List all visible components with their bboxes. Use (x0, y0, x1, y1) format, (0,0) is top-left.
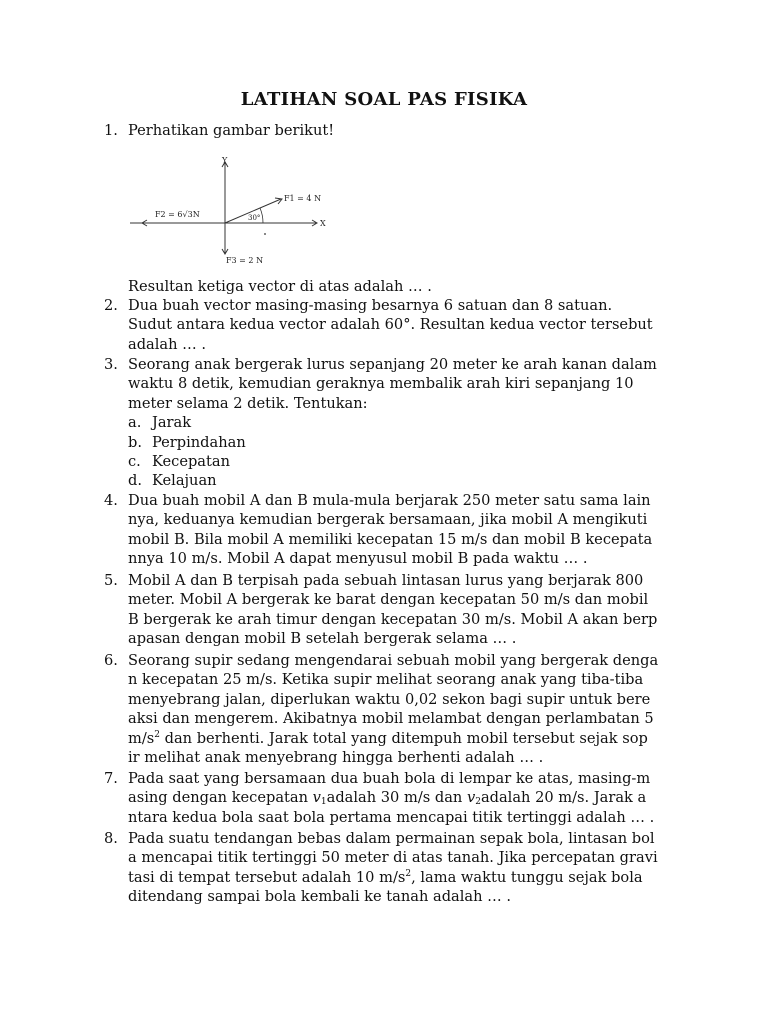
question-line: Dua buah mobil A dan B mula-mula berjarak 250 meter satu sama lain (128, 492, 651, 509)
sub-text: Perpindahan (152, 433, 246, 451)
sub-item-b (128, 433, 684, 452)
line-text: dan berhenti. Jarak total yang ditempuh mobil tersebut sejak sop (159, 729, 648, 747)
f1-label: F1 = 4 N (284, 194, 322, 203)
sub-item-a (128, 413, 684, 432)
question-line: mobil B. Bila mobil A memiliki kecepatan 15 m/s dan mobil B kecepata (128, 530, 653, 548)
question-3 (104, 355, 684, 491)
question-number: 8. (104, 830, 118, 847)
question-line: Dua buah vector masing-masing besarnya 6 satuan dan 8 satuan. (128, 297, 613, 314)
superscript: 2 (405, 868, 412, 879)
vector-diagram (128, 153, 343, 265)
question-number: 2. (104, 297, 118, 314)
question-line: menyebrang jalan, diperlukan waktu 0,02 sekon bagi supir untuk bere (128, 690, 651, 708)
line-text: , lama waktu tunggu sejak bola (411, 868, 643, 886)
question-7 (104, 769, 684, 827)
question-line: n kecepatan 25 m/s. Ketika supir melihat seorang anak yang tiba-tiba (128, 671, 644, 689)
question-line: Pada suatu tendangan bebas dalam permainan sepak bola, lintasan bol (128, 830, 655, 847)
question-5 (104, 571, 684, 649)
question-8 (104, 829, 684, 907)
question-line: ir melihat anak menyebrang hingga berhenti adalah … . (128, 749, 544, 767)
sub-text: Kelajuan (152, 472, 217, 490)
sub-item-c (128, 452, 684, 471)
question-number: 3. (104, 356, 118, 373)
question-2 (104, 296, 684, 354)
sub-label: d. (128, 472, 142, 490)
f2-label: F2 = 6√3N (155, 210, 200, 219)
line-text: tasi di tempat tersebut adalah 10 m/s (128, 868, 406, 886)
question-6 (104, 651, 684, 767)
question-number: 6. (104, 652, 118, 669)
question-line: nya, keduanya kemudian bergerak bersamaan, jika mobil A mengikuti (128, 511, 648, 529)
question-line (128, 788, 684, 807)
superscript: 2 (154, 729, 160, 740)
f3-label: F3 = 2 N (226, 256, 264, 265)
question-line (128, 729, 684, 748)
question-line (128, 868, 684, 887)
question-line: Seorang supir sedang mengendarai sebuah mobil yang bergerak denga (128, 652, 659, 669)
question-line: Sudut antara kedua vector adalah 60°. Resultan kedua vector tersebut (128, 316, 653, 334)
question-line: Seorang anak bergerak lurus sepanjang 20 meter ke arah kanan dalam (128, 356, 657, 373)
line-text: adalah 20 m/s. Jarak a (480, 789, 647, 807)
question-1 (104, 121, 684, 140)
question-line: meter. Mobil A bergerak ke barat dengan kecepatan 50 m/s dan mobil (128, 591, 649, 609)
page-title: LATIHAN SOAL PAS FISIKA (240, 89, 528, 110)
question-text: Resultan ketiga vector di atas adalah … . (128, 278, 432, 295)
question-1-followup (104, 277, 684, 296)
question-line: adalah … . (128, 335, 207, 353)
sub-text: Kecepatan (152, 453, 230, 471)
angle-arc (260, 208, 263, 223)
y-axis-label: Y (222, 156, 228, 165)
question-number: 7. (104, 770, 118, 787)
question-line: nnya 10 m/s. Mobil A dapat menyusul mobil B pada waktu … . (128, 550, 588, 568)
angle-label: 30° (248, 214, 261, 222)
question-line: B bergerak ke arah timur dengan kecepatan 30 m/s. Mobil A akan berp (128, 610, 658, 628)
subscript: 1 (320, 797, 327, 808)
question-text: Perhatikan gambar berikut! (128, 122, 335, 139)
x-axis-label: X (320, 219, 326, 228)
question-number: 4. (104, 492, 118, 509)
sub-item-d (128, 471, 684, 490)
sub-label: a. (128, 414, 142, 432)
sub-label: b. (128, 433, 142, 451)
v1-symbol: v (312, 789, 321, 807)
question-number: 5. (104, 572, 118, 589)
question-line: ntara kedua bola saat bola pertama mencapai titik tertinggi adalah … . (128, 808, 655, 826)
question-line: Pada saat yang bersamaan dua buah bola di lempar ke atas, masing-m (128, 770, 651, 787)
dot-mark (264, 233, 266, 235)
unit-text: m/s (128, 729, 155, 747)
line-text: adalah 30 m/s dan (326, 789, 467, 807)
question-line: meter selama 2 detik. Tentukan: (128, 394, 368, 412)
subscript: 2 (475, 797, 481, 808)
sub-text: Jarak (152, 414, 192, 432)
question-line: ditendang sampai bola kembali ke tanah adalah … . (128, 888, 512, 906)
question-line: a mencapai titik tertinggi 50 meter di atas tanah. Jika percepatan gravi (128, 849, 658, 867)
question-line: waktu 8 detik, kemudian geraknya membalik arah kiri sepanjang 10 (128, 375, 634, 393)
line-text: asing dengan kecepatan (128, 789, 313, 807)
question-4 (104, 491, 684, 569)
v2-symbol: v (466, 789, 476, 807)
question-line: Mobil A dan B terpisah pada sebuah lintasan lurus yang berjarak 800 (128, 572, 644, 589)
sub-label: c. (128, 453, 141, 471)
question-line: apasan dengan mobil B setelah bergerak selama … . (128, 630, 517, 648)
question-number: 1. (104, 122, 118, 139)
question-line: aksi dan mengerem. Akibatnya mobil melambat dengan perlambatan 5 (128, 710, 654, 728)
